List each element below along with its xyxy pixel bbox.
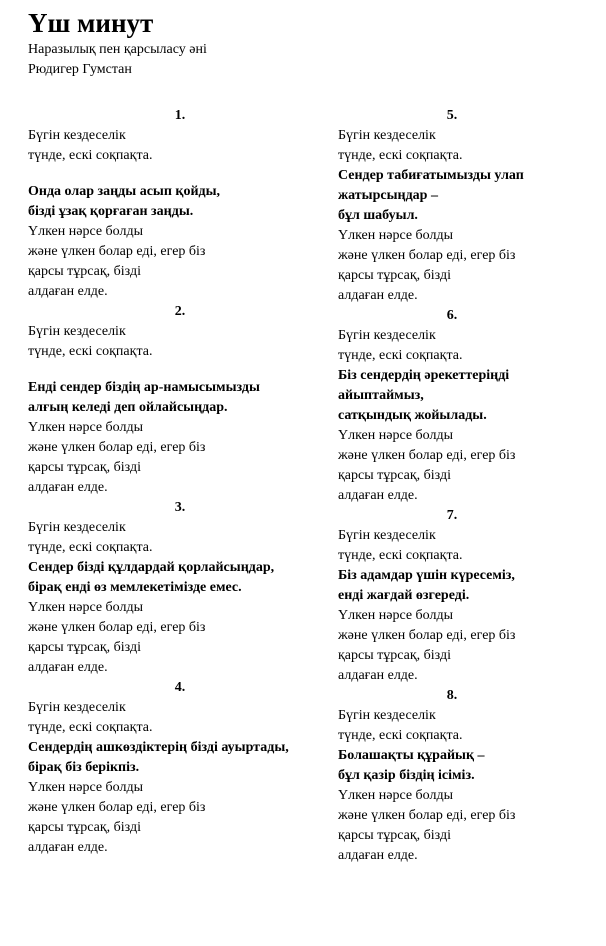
verse-line: түнде, ескі соқпақта.: [338, 548, 463, 563]
refrain-line: Үлкен нәрсе болды: [338, 788, 454, 803]
refrain-line: Үлкен нәрсе болды: [28, 600, 144, 615]
song-title: Үш минут: [28, 8, 154, 38]
verse-number: 8.: [446, 688, 458, 703]
refrain-line: Үлкен нәрсе болды: [338, 228, 454, 243]
song-author: Рюдигер Гумстан: [28, 62, 132, 77]
verse-number: 4.: [174, 680, 186, 695]
refrain-line: алдаған елде.: [338, 848, 418, 863]
refrain-line: қарсы тұрсақ, бізді: [28, 820, 141, 835]
verse-number: 2.: [174, 304, 186, 319]
verse-line: түнде, ескі соқпақта.: [28, 540, 153, 555]
verse-line: Бүгін кездеселік: [28, 520, 126, 535]
refrain-line: және үлкен болар еді, егер біз: [28, 620, 206, 635]
song-subtitle: Наразылық пен қарсыласу әні: [28, 42, 207, 57]
refrain-line: және үлкен болар еді, егер біз: [338, 808, 516, 823]
refrain-line: қарсы тұрсақ, бізді: [28, 640, 141, 655]
verse-bold-line: бізді ұзақ қорғаған заңды.: [28, 204, 194, 219]
refrain-line: және үлкен болар еді, егер біз: [338, 628, 516, 643]
verse-bold-line: айыптаймыз,: [338, 388, 424, 403]
verse-line: Бүгін кездеселік: [28, 700, 126, 715]
verse-block: [28, 106, 328, 302]
verse-block: [28, 678, 328, 858]
verse-line: Бүгін кездеселік: [338, 528, 436, 543]
verse-number: 1.: [174, 108, 186, 123]
verse-bold-line: Біз адамдар үшін күресеміз,: [338, 568, 515, 583]
refrain-line: алдаған елде.: [28, 480, 108, 495]
verse-line: Бүгін кездеселік: [28, 128, 126, 143]
verse-line: түнде, ескі соқпақта.: [338, 728, 463, 743]
verse-bold-line: бірақ енді өз мемлекетімізде емес.: [28, 580, 242, 595]
verse-line: Бүгін кездеселік: [338, 328, 436, 343]
verse-bold-line: жатырсыңдар –: [338, 188, 438, 203]
refrain-line: және үлкен болар еді, егер біз: [28, 800, 206, 815]
verse-line: Бүгін кездеселік: [338, 128, 436, 143]
refrain-line: және үлкен болар еді, егер біз: [28, 244, 206, 259]
verse-line: түнде, ескі соқпақта.: [28, 344, 153, 359]
verses-column-left: [28, 106, 328, 858]
refrain-line: алдаған елде.: [338, 488, 418, 503]
refrain-line: қарсы тұрсақ, бізді: [338, 468, 451, 483]
refrain-line: және үлкен болар еді, егер біз: [28, 440, 206, 455]
verse-bold-line: Сендердің ашкөздіктерің бізді ауыртады,: [28, 740, 289, 755]
verse-number: 6.: [446, 308, 458, 323]
refrain-line: алдаған елде.: [28, 660, 108, 675]
verse-line: Бүгін кездеселік: [28, 324, 126, 339]
refrain-line: қарсы тұрсақ, бізді: [28, 460, 141, 475]
verse-bold-line: алғың келеді деп ойлайсыңдар.: [28, 400, 228, 415]
verse-bold-line: бұл қазір біздің ісіміз.: [338, 768, 475, 783]
stanza-gap: [28, 362, 328, 378]
verse-line: түнде, ескі соқпақта.: [338, 348, 463, 363]
verse-number: 3.: [174, 500, 186, 515]
verse-bold-line: сатқындық жойылады.: [338, 408, 487, 423]
verse-bold-line: Енді сендер біздің ар-намысымызды: [28, 380, 260, 395]
verse-bold-line: Сендер бізді құлдардай қорлайсыңдар,: [28, 560, 275, 575]
refrain-line: қарсы тұрсақ, бізді: [338, 268, 451, 283]
refrain-line: алдаған елде.: [338, 288, 418, 303]
verse-number: 7.: [446, 508, 458, 523]
verse-bold-line: бұл шабуыл.: [338, 208, 418, 223]
verse-line: түнде, ескі соқпақта.: [338, 148, 463, 163]
verse-bold-line: Болашақты құрайық –: [338, 748, 485, 763]
refrain-line: Үлкен нәрсе болды: [338, 608, 454, 623]
verse-bold-line: енді жағдай өзгереді.: [338, 588, 470, 603]
stanza-gap: [28, 166, 328, 182]
verse-bold-line: Біз сендердің әрекеттеріңді: [338, 368, 510, 383]
verse-block: [28, 498, 328, 678]
refrain-line: алдаған елде.: [28, 840, 108, 855]
verse-bold-line: бірақ біз берікпіз.: [28, 760, 140, 775]
verse-block: [28, 302, 328, 498]
verses-column-right: [338, 106, 588, 866]
refrain-line: Үлкен нәрсе болды: [28, 780, 144, 795]
verse-bold-line: Онда олар заңды асып қойды,: [28, 184, 221, 199]
verse-block: [338, 686, 588, 866]
refrain-line: Үлкен нәрсе болды: [28, 224, 144, 239]
refrain-line: Үлкен нәрсе болды: [28, 420, 144, 435]
verse-line: Бүгін кездеселік: [338, 708, 436, 723]
refrain-line: қарсы тұрсақ, бізді: [28, 264, 141, 279]
refrain-line: және үлкен болар еді, егер біз: [338, 248, 516, 263]
refrain-line: Үлкен нәрсе болды: [338, 428, 454, 443]
verse-block: [338, 106, 588, 306]
verse-block: [338, 306, 588, 506]
verse-bold-line: Сендер табиғатымызды улап: [338, 168, 524, 183]
refrain-line: және үлкен болар еді, егер біз: [338, 448, 516, 463]
verse-block: [338, 506, 588, 686]
verse-line: түнде, ескі соқпақта.: [28, 720, 153, 735]
verse-line: түнде, ескі соқпақта.: [28, 148, 153, 163]
verse-number: 5.: [446, 108, 458, 123]
refrain-line: алдаған елде.: [338, 668, 418, 683]
refrain-line: қарсы тұрсақ, бізді: [338, 648, 451, 663]
refrain-line: алдаған елде.: [28, 284, 108, 299]
refrain-line: қарсы тұрсақ, бізді: [338, 828, 451, 843]
